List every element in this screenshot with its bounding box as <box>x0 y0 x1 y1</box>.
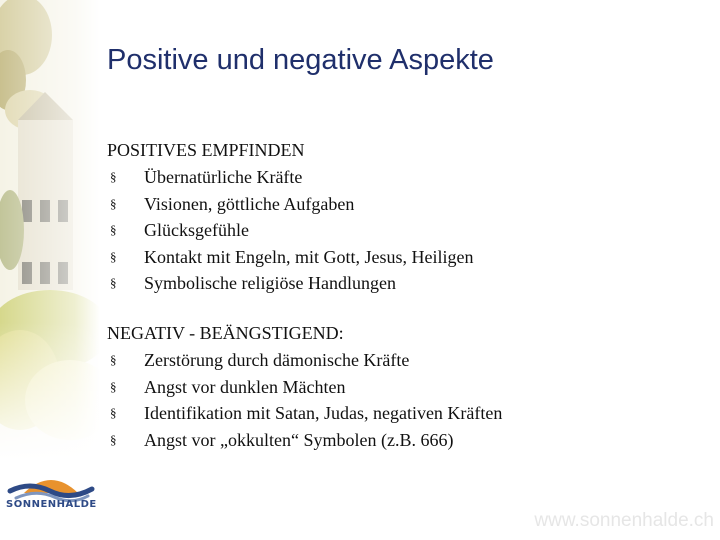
list-item-text: Visionen, göttliche Aufgaben <box>144 193 355 214</box>
list-item-text: Übernatürliche Kräfte <box>144 167 303 187</box>
list-item <box>107 217 473 244</box>
list-item-text: Glücksgefühle <box>144 220 249 240</box>
bullet-icon: § <box>110 222 117 237</box>
list-item-text: Angst vor dunklen Mächten <box>144 376 346 397</box>
list-item <box>107 347 502 374</box>
bullet-icon: § <box>110 352 117 367</box>
list-item <box>107 270 473 297</box>
negative-section <box>107 320 502 453</box>
list-item-text: Identifikation mit Satan, Judas, negativen Kräften <box>144 403 503 423</box>
bullet-icon: § <box>110 195 117 211</box>
bullet-icon: § <box>110 248 117 264</box>
negative-heading: NEGATIV - BEÄNGSTIGEND: <box>107 323 344 343</box>
list-item <box>107 400 502 427</box>
positive-heading: POSITIVES EMPFINDEN <box>107 140 305 160</box>
list-item-text: Symbolische religiöse Handlungen <box>144 273 396 293</box>
list-item <box>107 427 502 454</box>
list-item <box>107 244 473 271</box>
bullet-icon: § <box>110 169 117 184</box>
bullet-icon: § <box>110 431 117 447</box>
list-item <box>107 374 502 401</box>
bullet-icon: § <box>110 405 117 420</box>
bullet-icon: § <box>110 378 117 394</box>
list-item <box>107 191 473 218</box>
logo-text: SONNENHALDE <box>6 499 97 510</box>
list-item-text: Kontakt mit Engeln, mit Gott, Jesus, Heiligen <box>144 246 474 267</box>
list-item-text: Zerstörung durch dämonische Kräfte <box>144 350 410 370</box>
list-item <box>107 164 473 191</box>
positive-section <box>107 137 473 297</box>
faded-church-tree-photo <box>0 0 100 460</box>
bullet-icon: § <box>110 275 117 290</box>
slide-title: Positive und negative Aspekte <box>107 44 494 76</box>
website-watermark: www.sonnenhalde.ch <box>534 510 714 531</box>
list-item-text: Angst vor „okkulten“ Symbolen (z.B. 666) <box>144 429 454 450</box>
